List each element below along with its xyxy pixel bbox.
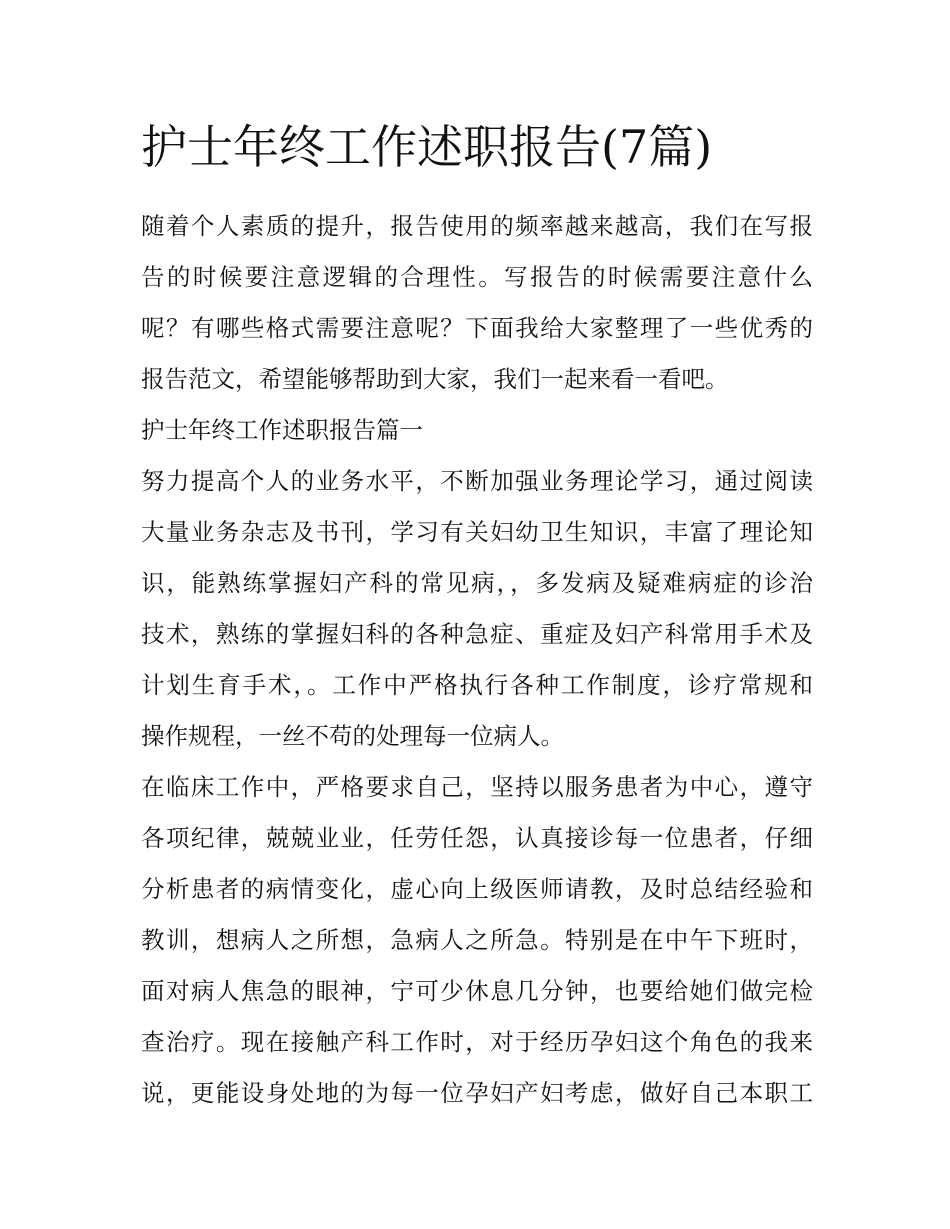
text-line: 大量业务杂志及书刊，学习有关妇幼卫生知识，丰富了理论知 bbox=[141, 518, 813, 546]
text-line: 教训，想病人之所想，急病人之所急。特别是在中午下班时， bbox=[141, 926, 813, 954]
text-line: 各项纪律，兢兢业业，任劳任怨，认真接诊每一位患者，仔细 bbox=[141, 824, 813, 852]
document-page bbox=[141, 112, 813, 1119]
text-line: 随着个人素质的提升，报告使用的频率越来越高，我们在写报 bbox=[141, 212, 813, 240]
body-paragraph-1 bbox=[141, 456, 813, 762]
text-line: 在临床工作中，严格要求自己，坚持以服务患者为中心，遵守 bbox=[141, 773, 813, 801]
section-heading bbox=[141, 405, 813, 456]
text-line: 报告范文，希望能够帮助到大家，我们一起来看一看吧。 bbox=[141, 365, 729, 393]
text-line: 护士年终工作述职报告篇一 bbox=[141, 416, 423, 444]
text-line: 分析患者的病情变化，虚心向上级医师请教，及时总结经验和 bbox=[141, 875, 813, 903]
text-line: 说，更能设身处地的为每一位孕妇产妇考虑，做好自己本职工 bbox=[141, 1079, 813, 1107]
text-line: 技术，熟练的掌握妇科的各种急症、重症及妇产科常用手术及 bbox=[141, 620, 813, 648]
text-line: 操作规程，一丝不苟的处理每一位病人。 bbox=[141, 722, 564, 750]
text-line: 计划生育手术，。工作中严格执行各种工作制度，诊疗常规和 bbox=[141, 671, 813, 699]
intro-paragraph bbox=[141, 201, 813, 405]
body-paragraph-2 bbox=[141, 762, 813, 1119]
text-line: 查治疗。现在接触产科工作时，对于经历孕妇这个角色的我来 bbox=[141, 1028, 813, 1056]
document-title: 护士年终工作述职报告(7篇) bbox=[141, 120, 713, 174]
text-line: 识，能熟练掌握妇产科的常见病，，多发病及疑难病症的诊治 bbox=[141, 569, 813, 597]
text-line: 面对病人焦急的眼神，宁可少休息几分钟，也要给她们做完检 bbox=[141, 977, 813, 1005]
text-line: 告的时候要注意逻辑的合理性。写报告的时候需要注意什么 bbox=[141, 263, 813, 291]
text-line: 努力提高个人的业务水平，不断加强业务理论学习，通过阅读 bbox=[141, 467, 813, 495]
text-line: 呢？有哪些格式需要注意呢？下面我给大家整理了一些优秀的 bbox=[141, 314, 813, 342]
